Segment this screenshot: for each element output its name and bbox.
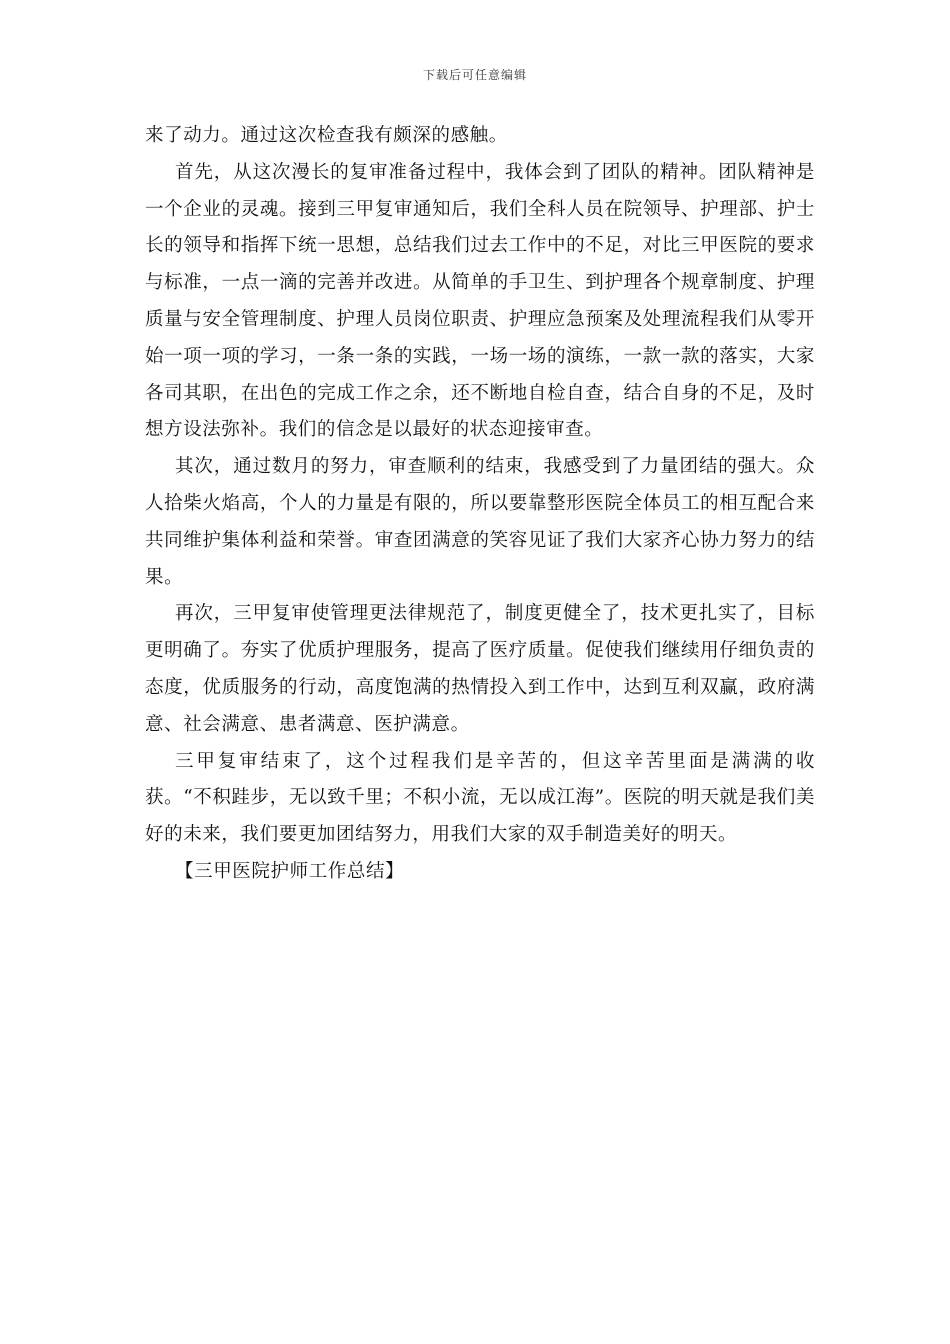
document-body (145, 118, 815, 891)
paragraph-conclusion: 三甲复审结束了，这个过程我们是辛苦的，但这辛苦里面是满满的收获。“不积跬步，无以致千里；不积小流，无以成江海”。医院的明天就是我们美好的未来，我们要更加团结努力，用我们大家的双手制造美好的明天。 (145, 750, 815, 846)
paragraph-teamwork: 首先，从这次漫长的复审准备过程中，我体会到了团队的精神。团队精神是一个企业的灵魂。接到三甲复审通知后，我们全科人员在院领导、护理部、护士长的领导和指挥下统一思想，总结我们过去工作中的不足，对比三甲医院的要求与标准，一点一滴的完善并改进。从简单的手卫生、到护理各个规章制度、护理质量与安全管理制度、护理人员岗位职责、护理应急预案及处理流程我们从零开始一项一项的学习，一条一条的实践，一场一场的演练，一款一款的落实，大家各司其职，在出色的完成工作之余，还不断地自检自查，结合自身的不足，及时想方设法弥补。我们的信念是以最好的状态迎接审查。 (145, 161, 815, 441)
paragraph-continuation: 来了动力。通过这次检查我有颇深的感触。 (145, 125, 508, 146)
header-note: 下载后可任意编辑 (422, 68, 527, 82)
paragraph-standardization: 再次，三甲复审使管理更法律规范了，制度更健全了，技术更扎实了，目标更明确了。夯实了优质护理服务，提高了医疗质量。促使我们继续用仔细负责的态度，优质服务的行动，高度饱满的热情投入到工作中，达到互利双赢，政府满意、社会满意、患者满意、医护满意。 (145, 603, 815, 735)
paragraph-unity: 其次，通过数月的努力，审查顺利的结束，我感受到了力量团结的强大。众人拾柴火焰高，个人的力量是有限的，所以要靠整形医院全体员工的相互配合来共同维护集体利益和荣誉。审查团满意的笑容见证了我们大家齐心协力努力的结果。 (145, 456, 815, 588)
section-title: 【三甲医院护师工作总结】 (175, 860, 405, 882)
